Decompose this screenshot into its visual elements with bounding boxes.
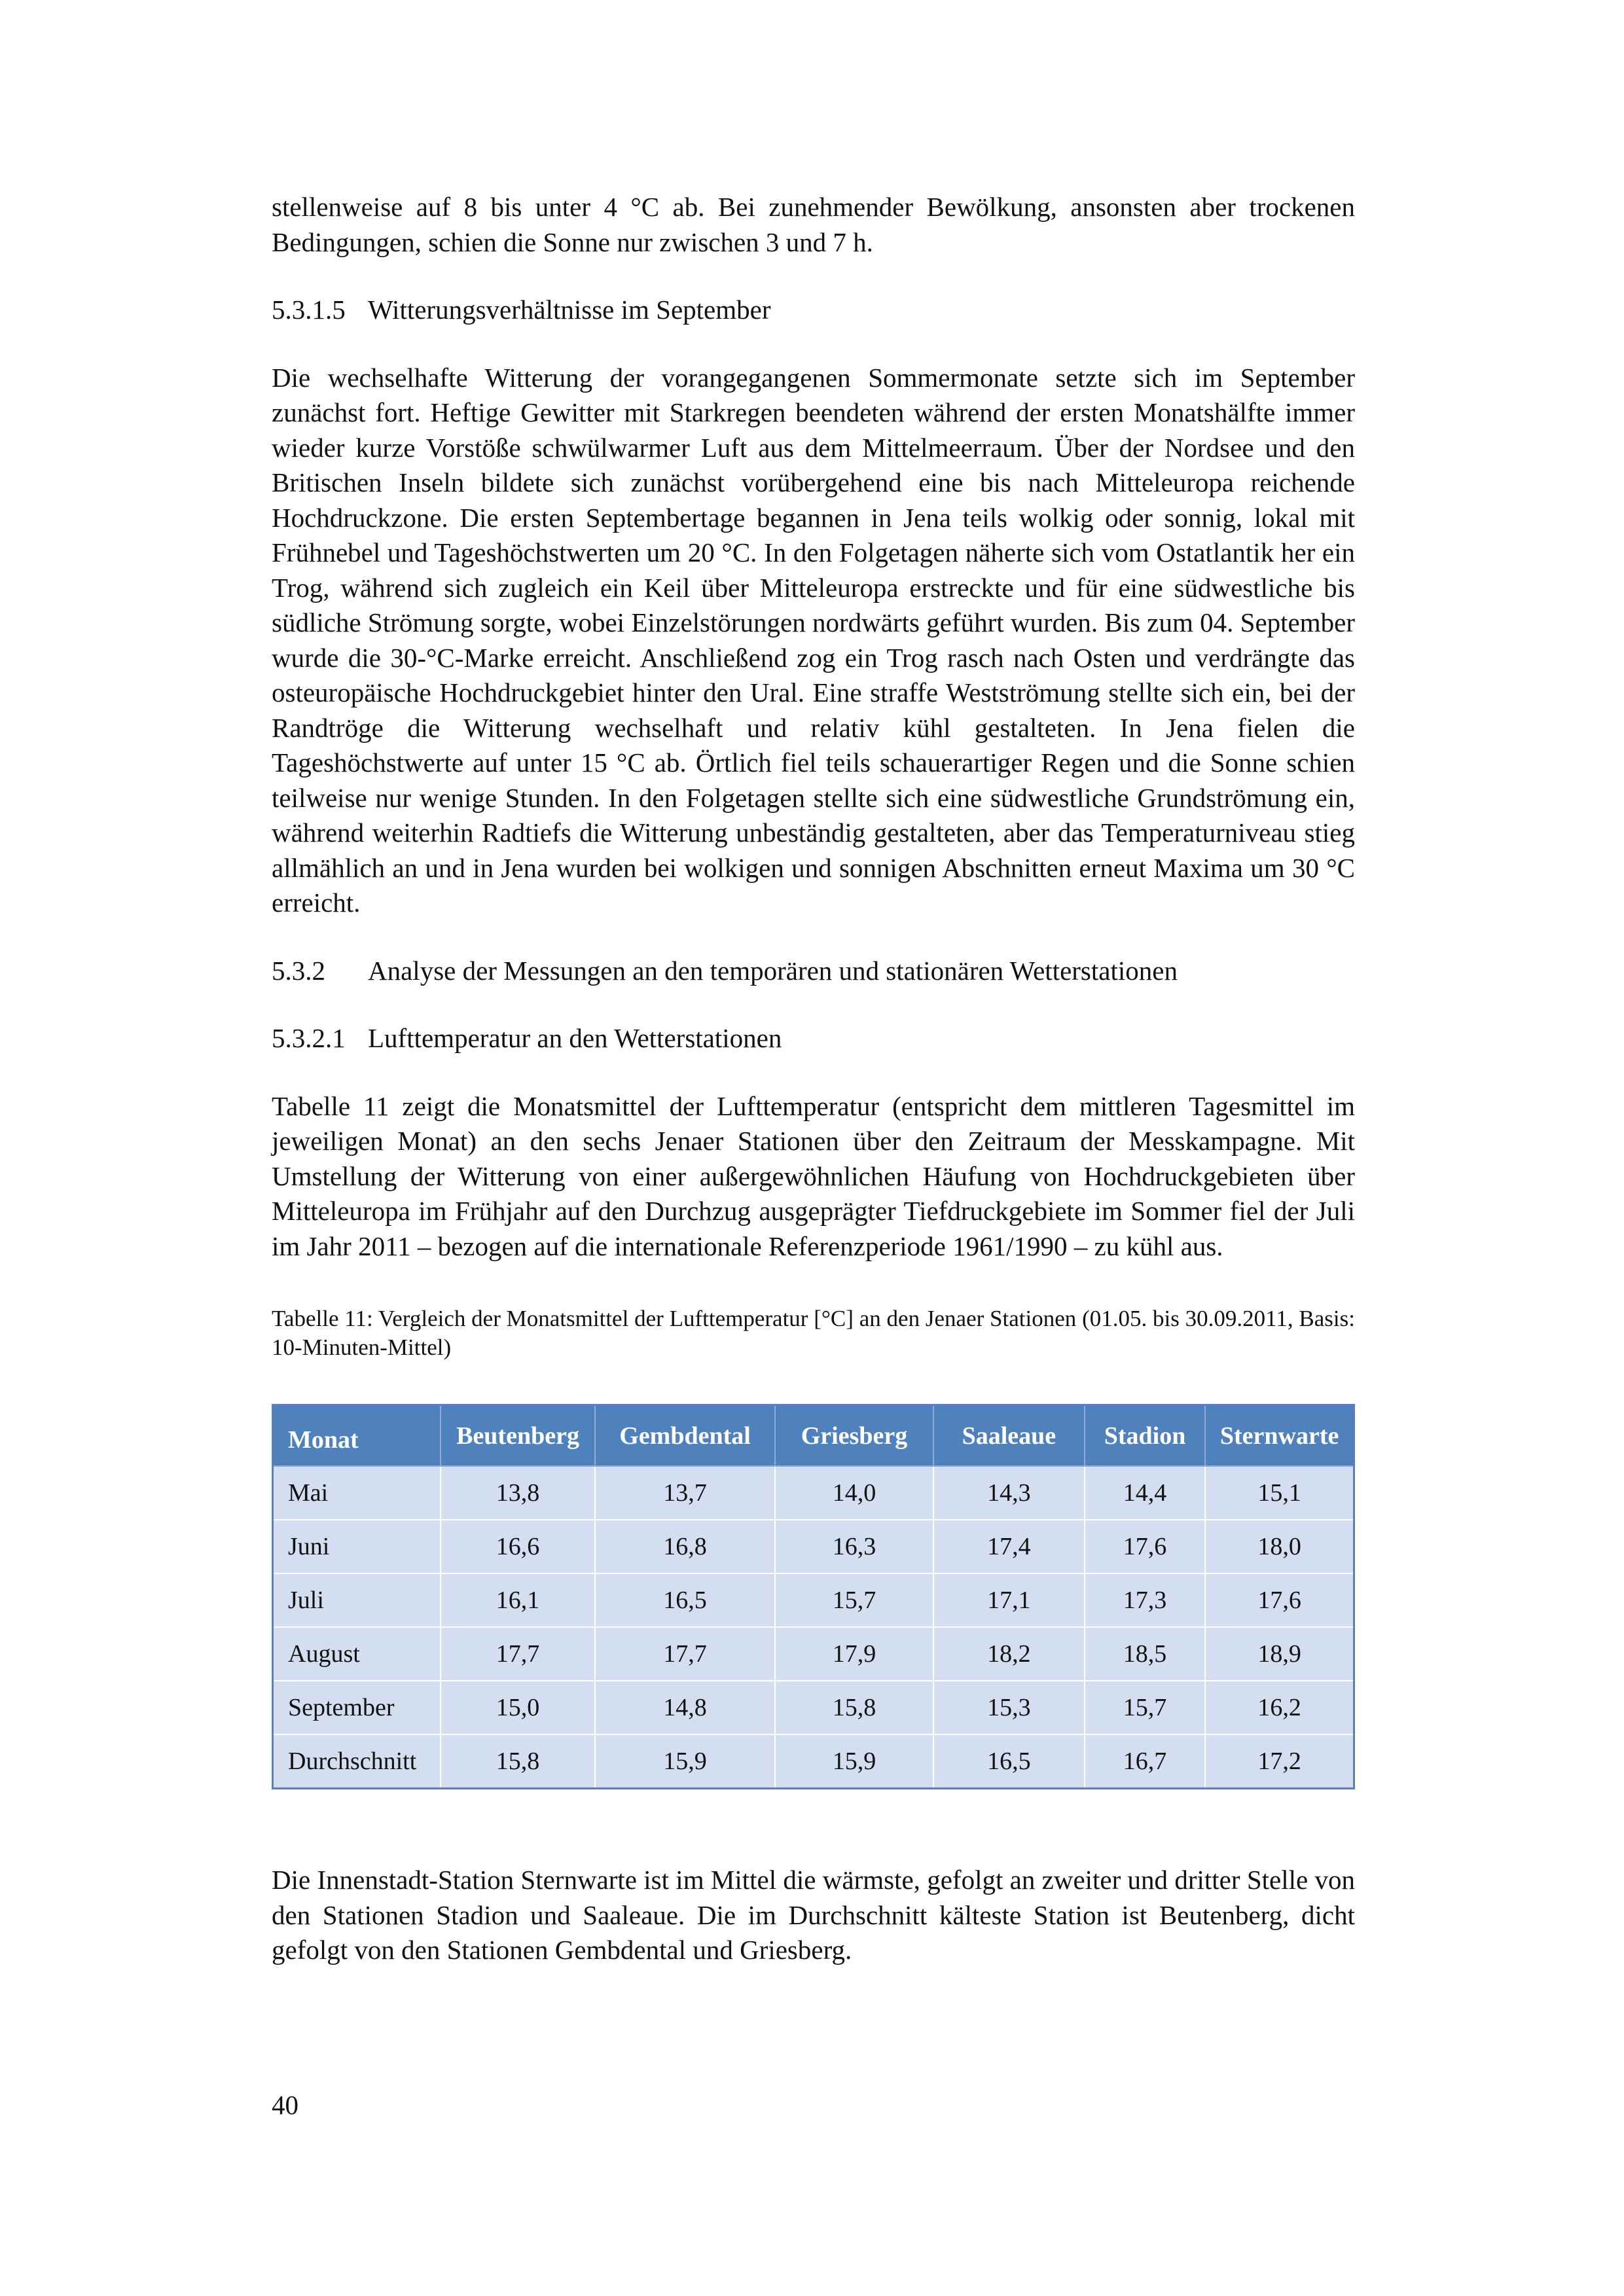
section-heading-5-3-2 xyxy=(272,954,1355,989)
table-cell: 15,3 xyxy=(933,1681,1085,1734)
table-cell: 17,3 xyxy=(1085,1573,1205,1627)
table-cell: 16,3 xyxy=(775,1520,933,1573)
section-number: 5.3.1.5 xyxy=(272,295,346,325)
table-cell: 16,2 xyxy=(1205,1681,1354,1734)
column-header: Stadion xyxy=(1085,1405,1205,1467)
table-cell: 14,4 xyxy=(1085,1466,1205,1520)
table-cell: 13,8 xyxy=(441,1466,595,1520)
intro-paragraph: stellenweise auf 8 bis unter 4 °C ab. Bei zunehmender Bewölkung, ansonsten aber trockenen Bedingungen, schien die Sonne nur zwischen 3 und 7 h. xyxy=(272,192,1355,257)
table-cell: 16,5 xyxy=(933,1734,1085,1789)
table-cell: 15,0 xyxy=(441,1681,595,1734)
table-row xyxy=(273,1520,1354,1573)
column-header: Gembdental xyxy=(595,1405,775,1467)
table-cell: 14,3 xyxy=(933,1466,1085,1520)
table-cell: 18,0 xyxy=(1205,1520,1354,1573)
row-label: Mai xyxy=(273,1466,441,1520)
table-cell: 13,7 xyxy=(595,1466,775,1520)
column-header: Monat xyxy=(273,1405,441,1467)
table-cell: 16,6 xyxy=(441,1520,595,1573)
row-label: Juni xyxy=(273,1520,441,1573)
table-cell: 17,2 xyxy=(1205,1734,1354,1789)
table-cell: 17,7 xyxy=(595,1627,775,1681)
table-cell: 17,7 xyxy=(441,1627,595,1681)
row-label: Durchschnitt xyxy=(273,1734,441,1789)
table-row xyxy=(273,1627,1354,1681)
table-cell: 17,4 xyxy=(933,1520,1085,1573)
table-cell: 17,1 xyxy=(933,1573,1085,1627)
table-cell: 15,8 xyxy=(441,1734,595,1789)
table-cell: 15,9 xyxy=(775,1734,933,1789)
column-header: Saaleaue xyxy=(933,1405,1085,1467)
section-heading-5-3-2-1 xyxy=(272,1021,1355,1056)
section-number: 5.3.2.1 xyxy=(272,1023,346,1053)
table-cell: 17,9 xyxy=(775,1627,933,1681)
row-label: Juli xyxy=(273,1573,441,1627)
row-label: September xyxy=(273,1681,441,1734)
section-title: Lufttemperatur an den Wetterstationen xyxy=(368,1023,782,1053)
section-number: 5.3.2 xyxy=(272,955,325,986)
table-cell: 15,9 xyxy=(595,1734,775,1789)
table-cell: 18,9 xyxy=(1205,1627,1354,1681)
column-header: Griesberg xyxy=(775,1405,933,1467)
table-cell: 16,7 xyxy=(1085,1734,1205,1789)
table-row xyxy=(273,1681,1354,1734)
table-cell: 17,6 xyxy=(1205,1573,1354,1627)
table-caption: Tabelle 11: Vergleich der Monatsmittel der Lufttemperatur [°C] an den Jenaer Stationen (01.05. bis 30.09.2011, Basis: 10-Minuten-Mittel) xyxy=(272,1306,1355,1360)
table-cell: 15,1 xyxy=(1205,1466,1354,1520)
table-cell: 17,6 xyxy=(1085,1520,1205,1573)
table-cell: 16,8 xyxy=(595,1520,775,1573)
table-cell: 18,2 xyxy=(933,1627,1085,1681)
column-header: Beutenberg xyxy=(441,1405,595,1467)
row-label: August xyxy=(273,1627,441,1681)
table-cell: 15,8 xyxy=(775,1681,933,1734)
closing-paragraph: Die Innenstadt-Station Sternwarte ist im Mittel die wärmste, gefolgt an zweiter und dritter Stelle von den Stationen Stadion und Saaleaue. Die im Durchschnitt kälteste Station ist Beutenberg, dicht gefolgt von den Stationen Gembdental und Griesberg. xyxy=(272,1865,1355,1965)
table-cell: 15,7 xyxy=(775,1573,933,1627)
table-cell: 16,1 xyxy=(441,1573,595,1627)
table-cell: 16,5 xyxy=(595,1573,775,1627)
table-row xyxy=(273,1734,1354,1789)
temperature-table xyxy=(272,1404,1355,1789)
section-heading-5-3-1-5 xyxy=(272,293,1355,328)
table-cell: 14,8 xyxy=(595,1681,775,1734)
document-page xyxy=(272,190,1355,1968)
section-title: Analyse der Messungen an den temporären und stationären Wetterstationen xyxy=(368,955,1178,986)
column-header: Sternwarte xyxy=(1205,1405,1354,1467)
september-paragraph: Die wechselhafte Witterung der vorangegangenen Sommermonate setzte sich im September zunächst fort. Heftige Gewitter mit Starkregen beendeten während der ersten Monatshälfte immer wieder kurze Vorstöße schwülwarmer Luft aus dem Mittelmeerraum. Über der Nordsee und den Britischen Inseln bildete sich zunächst vorübergehend eine bis nach Mitteleuropa reichende Hochdruckzone. Die ersten Septembertage begannen in Jena teils wolkig oder sonnig, lokal mit Frühnebel und Tageshöchstwerten um 20 °C. In den Folgetagen näherte sich vom Ostatlantik her ein Trog, während sich zugleich ein Keil über Mitteleuropa erstreckte und für eine südwestliche bis südliche Strömung sorgte, wobei Einzelstörungen nordwärts geführt wurden. Bis zum 04. September wurde die 30-°C-Marke erreicht. Anschließend zog ein Trog rasch nach Osten und verdrängte das osteuropäische Hochdruckgebiet hinter den Ural. Eine straffe Westströmung stellte sich ein, bei der Randtröge die Witterung wechselhaft und relativ kühl gestalteten. In Jena fielen die Tageshöchstwerte auf unter 15 °C ab. Örtlich fiel teils schauerartiger Regen und die Sonne schien teilweise nur wenige Stunden. In den Folgetagen stellte sich eine südwestliche Grundströmung ein, während weiterhin Radtiefs die Witterung unbeständig gestalteten, aber das Temperaturniveau stieg allmählich an und in Jena wurden bei wolkigen und sonnigen Abschnitten erneut Maxima um 30 °C erreicht. xyxy=(272,362,1355,918)
table-cell: 14,0 xyxy=(775,1466,933,1520)
page-number: 40 xyxy=(272,2090,298,2120)
table-cell: 18,5 xyxy=(1085,1627,1205,1681)
section-title: Witterungsverhältnisse im September xyxy=(368,295,771,325)
table-cell: 15,7 xyxy=(1085,1681,1205,1734)
table-intro-paragraph: Tabelle 11 zeigt die Monatsmittel der Lufttemperatur (entspricht dem mittleren Tagesmittel im jeweiligen Monat) an den sechs Jenaer Stationen über den Zeitraum der Messkampagne. Mit Umstellung der Witterung von einer außergewöhnlichen Häufung von Hochdruckgebieten über Mitteleuropa im Frühjahr auf den Durchzug ausgeprägter Tiefdruckgebiete im Sommer fiel der Juli im Jahr 2011 – bezogen auf die internationale Referenzperiode 1961/1990 – zu kühl aus. xyxy=(272,1090,1355,1261)
table-row xyxy=(273,1466,1354,1520)
table-header-row xyxy=(273,1405,1354,1467)
table-row xyxy=(273,1573,1354,1627)
